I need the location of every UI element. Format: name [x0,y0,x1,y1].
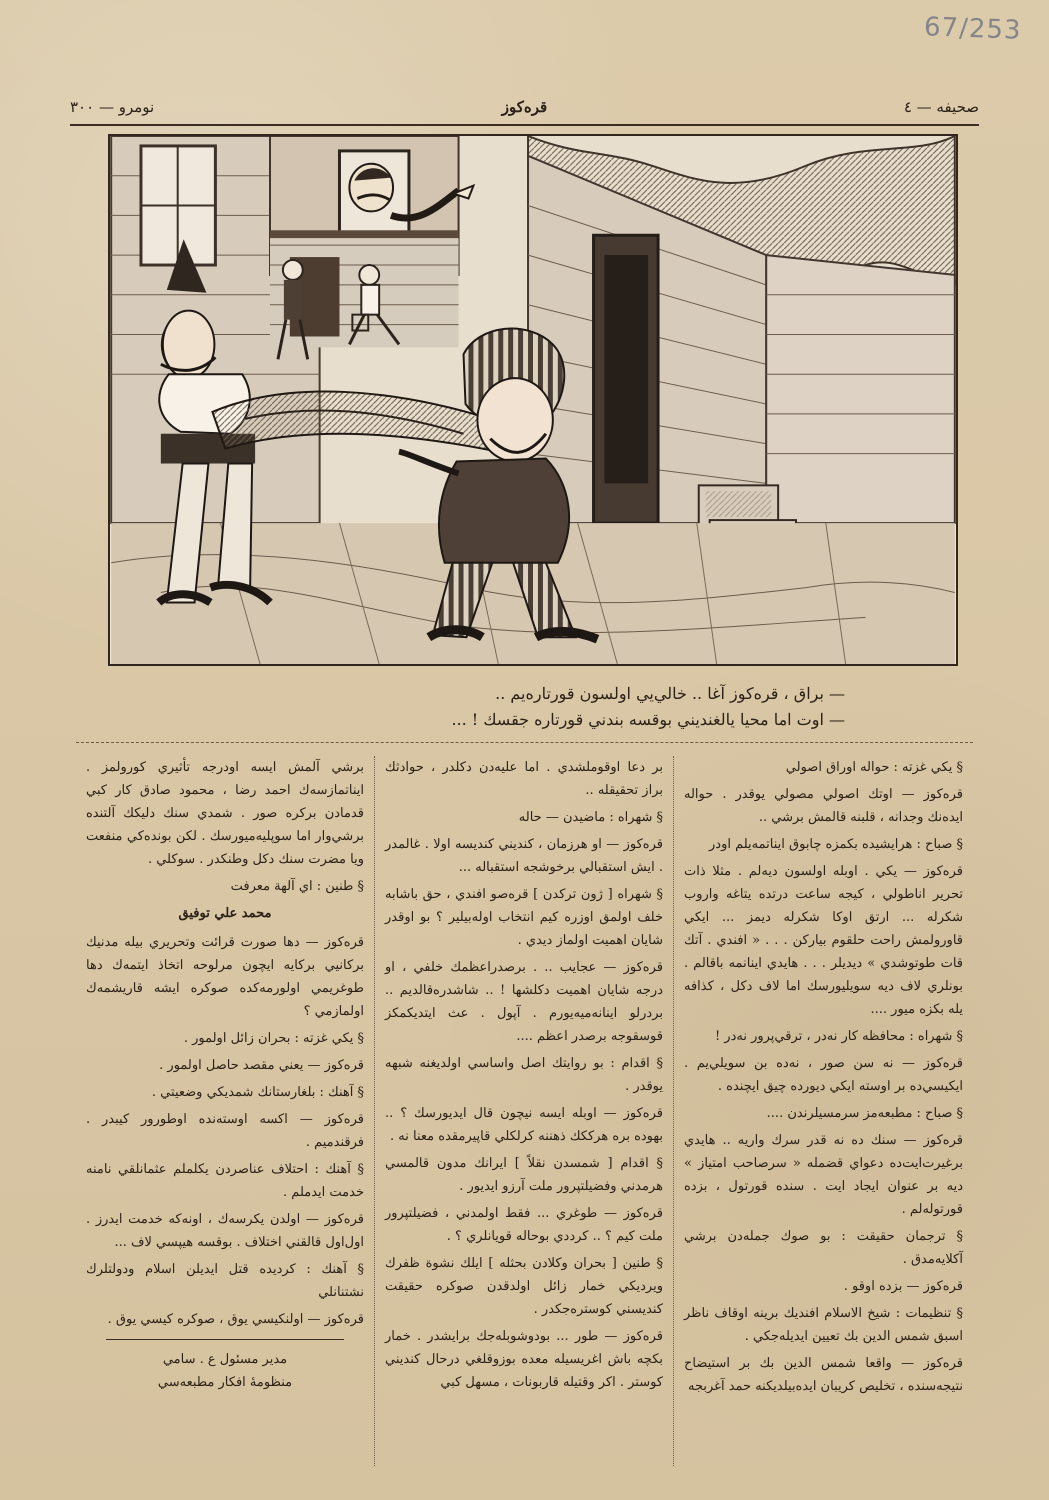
paragraph: قره‌كوز — او هرزمان ، كنديني كنديسه اولا . غالمدر . ايش استقبالي برخوشجه استقباله ... [385,837,663,875]
footer-divider [106,1339,344,1340]
paragraph: § آهنك : كرديده قتل ايديلن اسلام ودولتلرك نشتنانلي [86,1262,364,1300]
paragraph: § شهراه [ ژون تركدن ] قره‌صو افندي ، حق باشابه خلف اولمق اوزره كيم انتخاب اوله‌بيلير ؟ بو اوقدر شايان اهميت اولماز ديدي . [385,887,663,948]
paragraph: § اقدام [ شمسدن نقلاً ] ايرانك مدون قالمسي هرمدني وفضيلتپرور ملت آرزو ايديور . [385,1156,663,1194]
page-header [70,98,979,126]
paragraph: § شهراه : ماضيدن — حاله [518,810,663,825]
paragraph: قره‌كوز — سنك ده نه قدر سرك واريه .. هايدي برغيرت‌ايت‌ده دعواي قضمله « سرصاحب امتياز » ديه بر عنوان ايجاد ايت . سنده قورتول ، بزده قورتوله‌لم . [684,1133,963,1217]
paragraph: § يكي غزته : حواله اوراق اصولي [785,760,963,775]
paragraph: قره‌كوز — طور ... بودوشوبله‌جك برايشدر . خمار بكچه باش اغريسيله معده بوزوقلغي درحال كنديني كوستر . اكر وقتيله قاربونات ، مسهل كبي [385,1329,663,1390]
paragraph: § طنين [ بحران وكلادن بحثله ] ايلك نشوة ظفرك ويرديكي خمار زائل اولدقدن صوكره حقيقت كنديسني كوستره‌جكدر . [385,1256,663,1317]
paragraph: § يكي غزته : بحران زائل اولمور . [183,1031,364,1046]
printer-credit: منظومهٔ افكار مطبعه‌سي [157,1375,293,1390]
paragraph: قره‌كوز — اولنكيسي يوق ، صوكره كيسي يوق . [107,1312,364,1327]
paragraph: قره‌كوز — يعني مقصد حاصل اولمور . [159,1058,364,1073]
editor-credit: مدير مسئول ع . سامي [162,1352,288,1367]
illustration-caption-line-1: — براق ، قره‌كوز آغا .. خالي‌يي اولسون قورتاره‌يم .. [495,684,845,703]
column-right [674,756,973,1466]
paragraph: قره‌كوز — يكي . اوبله اولسون ديه‌لم . مثلا ذات تحرير اناطولي ، كيجه ساعت درتده يتاغه واروب شكرله ... ارتق اوكا شكرله ديمز ... ايكي قاورولمش راحت حلقوم بياركن . . . « افندي . آتك قات طوتوشدي » ديديلر . . . هايدي اينانمه باقالم . بونلري لاف ديه سويليورسك اما لاف دكل ، كذافه يله بكزه ميور .... [684,864,963,1017]
cartoon-illustration [108,134,958,666]
paragraph: § صباح : مطبعه‌مز سرمسيلرندن .... [766,1106,963,1121]
header-issue-number: نومرو — ٣٠٠ [70,98,155,116]
paragraph: § آهنك : بلغارستانك شمديكي وضعيتي . [151,1085,364,1100]
paragraph: قره‌كوز — اولدن يكرسه‌ك ، اونه‌كه خدمت ايدرز . اول‌اول قالقني اختلاف . بوقسه هيپسي لاف ... [86,1212,364,1250]
header-title: قره‌كوز [501,98,548,116]
paragraph: قره‌كوز — اوتك اصولي مصولي يوقدر . حواله ايده‌نك وجدانه ، قلبنه قالمش برشي .. [684,787,963,825]
paragraph: بر دعا اوقوملشدي . اما عليه‌دن دكلدر ، حوادثك براز تحقيقله .. [385,760,663,798]
caption-divider [76,742,973,743]
paragraph: برشي آلمش ايسه اودرجه تأثيري كورولمز . ايناتمازسه‌ك احمد رضا ، محمود صادق كار كبي قدمادن بركره صور . شمدي سنك دليكك آلتنده برشي‌وار اما سوپليه‌ميورسك . لكن بونده‌كي منفعت ويا مضرت سنك دكل وطنكدر . سوكلي . [86,760,364,867]
paragraph: § شهراه : محافظه كار نه‌در ، ترقي‌پرور نه‌در ! [714,1029,963,1044]
paragraph: § صباح : هرايشيده بكمزه چابوق ايناتمه‌يلم اودر [709,837,963,852]
column-left [76,756,375,1466]
paragraph: § آهنك : احتلاف عناصردن يكلملم عثمانلقي نامنه خدمت ايدملم . [86,1162,364,1200]
paragraph: § تنظيمات : شيخ الاسلام افنديك برينه اوقاف ناظر اسبق شمس الدين بك تعيين ايديله‌جكي . [684,1306,963,1344]
tree-and-right-building [528,136,955,523]
paragraph: § ترجمان حقيقت : بو صوك جمله‌دن برشي آكلايه‌مدق . [684,1229,963,1267]
paragraph: § طنين : اي آلهة معرفت [230,879,364,894]
paragraph: قره‌كوز — بزده اوقو . [843,1279,963,1294]
paragraph: قره‌كوز — اكسه اوسته‌نده اوطورور كيبدر . فرقندميم . [86,1112,364,1150]
illustration-caption-line-2: — اوت اما محيا يالغنديني بوقسه بندني قورتاره جقسك ! ... [451,710,845,729]
paragraph: § اقدام : بو روايتك اصل واساسي اولديغنه شبهه يوقدر . [385,1056,663,1094]
cartoon-svg [110,136,956,664]
paragraph: قره‌كوز — واقعا شمس الدين بك بر استيضاح نتيجه‌سنده ، تخليص كريبان ايده‌بيلديكنه حمد آغربجه [684,1356,963,1394]
text-columns [76,756,973,1466]
paragraph: قره‌كوز — دها صورت قرائت وتحريري بيله مدنيك بركانيي بركايه ايچون مرلوحه اتخاذ ايتمه‌ك دها طوغريمي اولورمه‌كده صوكره ايشه قاريشمه‌ك اولمازمي ؟ [86,935,364,1019]
paragraph: قره‌كوز — عجايب .. . برصدراعظمك خلفي ، او درجه شايان اهميت دكلشها ! .. شاشدره‌قالديم .. بردرلو اينانه‌ميه‌يورم . آپول . عث ايتديكمكز قوسقوجه برصدر اعظم .... [385,960,663,1044]
paragraph: قره‌كوز — نه سن صور ، نه‌ده بن سويلي‌يم . ايكيسي‌ده بر اوسته ايكي ديورده چيق ايچنده . [684,1056,963,1094]
column-middle [375,756,674,1466]
header-page-label: صحيفه — ٤ [903,98,979,116]
paragraph: قره‌كوز — طوغري ... فقط اولمدني ، فضيلتپرور ملت كيم ؟ .. كرددي بوحاله قويانلري ؟ . [385,1206,663,1244]
author-name: محمد علي توفيق [178,906,272,921]
paragraph: قره‌كوز — اوبله ايسه نيچون قال ايديورسك ؟ .. بهوده بره هرككك ذهننه كرلكلي قاپيرمقده معنا نه . [385,1106,663,1144]
archive-pencil-note: 67/253 [923,12,1022,46]
